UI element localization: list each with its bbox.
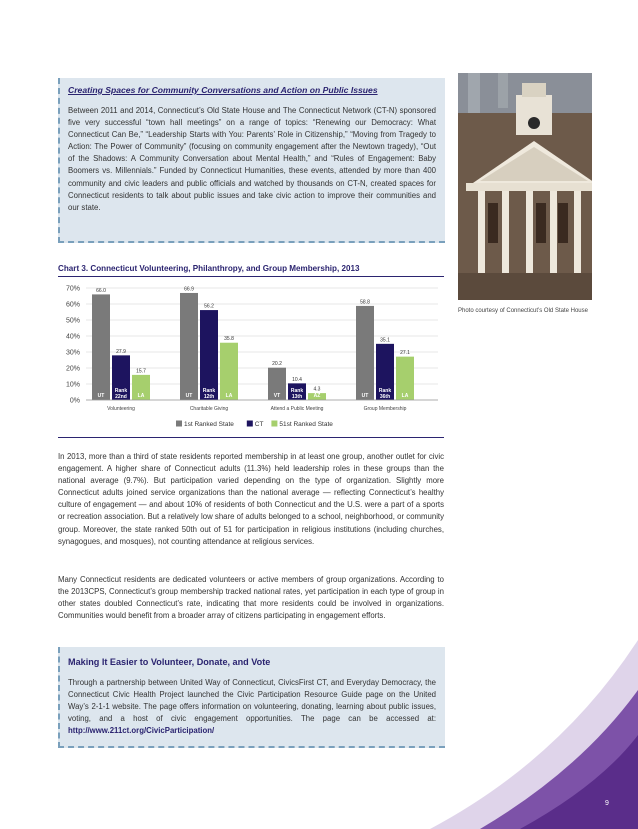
old-state-house-photo [458, 73, 592, 300]
chart-title-rule [58, 276, 444, 277]
resource-guide-link[interactable]: http://www.211ct.org/CivicParticipation/ [68, 726, 215, 736]
chart [58, 280, 444, 435]
value-label: 15.7 [136, 368, 146, 375]
bar-inner-label: UT [361, 393, 369, 399]
bar-inner-label: AZ [313, 393, 321, 399]
legend-label: 51st Ranked State [279, 421, 333, 428]
box2-title: Making It Easier to Volunteer, Donate, and Vote [68, 657, 271, 667]
paragraph-civic-engagement: Many Connecticut residents are dedicated volunteers or active members of group organizations. According to the 2013CPS, Connecticut’s group membership tracked national rates, yet participation in each type of group in other states doubled Connecticut’s rate, indicating that more residents could be involved in organizations. Communities would benefit from a broader array of citizens participating in engagement efforts. [58, 575, 444, 621]
box1-body: Between 2011 and 2014, Connecticut’s Old State House and The Connecticut Network (CT-N) sponsored five very successful “town hall meetings” on a range of topics: “Renewing our Democracy: What Connecticut Can Be,” “Leadership Starts with You: Parents’ Role in Citizenship,” “Moving from Tragedy to Action: The Power of Community” (focusing on community engagement after the Newtown tragedy), “Out of the Shadows: A Community Conversation about Mental Health,” and “Rules of Engagement: Baby Boomers vs. Millennials.” Funded by Connecticut Humanities, these events, attended by more than 400 community and civic leaders and public officials and watched by thousands on CT-N, created spaces for Connecticut residents to talk about public issues and take civic action to improve their communities and our state. [68, 106, 436, 212]
value-label: 35.8 [224, 336, 234, 343]
chart-bottom-rule [58, 437, 444, 438]
bar-inner-label: 36th [379, 394, 391, 400]
value-label: 66.9 [184, 286, 194, 293]
y-tick-label: 70% [65, 285, 80, 293]
bar [220, 343, 238, 400]
value-label: 10.4 [292, 376, 302, 383]
value-label: 58.8 [360, 299, 370, 306]
value-label: 66.0 [96, 287, 106, 294]
bar-inner-label: VT [273, 393, 281, 399]
bar-inner-label: LA [137, 393, 145, 399]
bar-inner-label: LA [401, 393, 409, 399]
y-tick-label: 60% [65, 301, 80, 309]
bar-inner-label: Rank [202, 388, 216, 394]
chart-title: Chart 3. Connecticut Volunteering, Philanthropy, and Group Membership, 2013 [58, 264, 360, 273]
volunteer-sidebar-box [58, 647, 445, 748]
box1-title: Creating Spaces for Community Conversations and Action on Public Issues [68, 85, 378, 95]
value-label: 27.1 [400, 350, 410, 357]
y-tick-label: 50% [65, 317, 80, 325]
y-tick-label: 10% [65, 381, 80, 389]
box2-body-text: Through a partnership between United Way of Connecticut, CivicsFirst CT, and Everyday Democracy, the Connecticut Civic Health Project launched the Civic Participation Resource Guide page on the United Way’s 2-1-1 website. The page offers information on volunteering, donating, learning about public issues, voting, and a host of civic engagement opportunities. The page can be accessed at: [68, 678, 436, 724]
bar [92, 294, 110, 400]
category-label: Volunteering [107, 406, 135, 412]
photo-caption: Photo courtesy of Connecticut’s Old State House [458, 308, 588, 314]
legend-label: CT [254, 421, 264, 428]
bar-inner-label: 13th [291, 394, 303, 400]
box2-body [68, 677, 436, 737]
legend-label: 1st Ranked State [184, 421, 234, 428]
town-hall-sidebar-box [58, 78, 445, 243]
y-tick-label: 30% [65, 349, 80, 357]
value-label: 4.3 [313, 386, 321, 393]
y-tick-label: 20% [65, 365, 80, 373]
category-label: Charitable Giving [189, 406, 229, 412]
y-tick-label: 0% [69, 397, 80, 405]
category-label: Attend a Public Meeting [270, 406, 324, 412]
y-tick-label: 40% [65, 333, 80, 341]
bar-inner-label: 22nd [115, 394, 127, 400]
bar [356, 306, 374, 400]
bar-inner-label: 12th [203, 394, 215, 400]
paragraph-group-membership: In 2013, more than a third of state residents reported membership in at least one group, another outlet for civic engagement. A higher share of Connecticut adults (11.3%) held leadership roles in these groups than the national average (9.7%). But participation varied depending on the type of organization. Slightly more Connecticut adults joined service organizations than the national average — reflecting Connecticut’s healthy culture of engagement — and about 10% of residents of both Connecticut and the U.S. were a part of a sports or recreation association. But a relatively low share of adults belonged to a school, neighborhood, or community group. Moreover, the state ranked 50th out of 51 for participation in religious institutions (including churches, synagogues, and mosques), not counting attendance at religious services. [58, 452, 444, 546]
value-label: 20.2 [272, 361, 282, 368]
bar-inner-label: Rank [114, 388, 128, 394]
value-label: 35.1 [380, 337, 390, 344]
bar-inner-label: Rank [290, 388, 304, 394]
legend-swatch [271, 421, 277, 427]
category-label: Group Membership [363, 406, 407, 412]
bar-inner-label: LA [225, 393, 233, 399]
bar-inner-label: Rank [378, 388, 392, 394]
value-label: 56.2 [204, 303, 214, 310]
page-number: 9 [605, 800, 609, 807]
legend-swatch [247, 421, 253, 427]
bar-inner-label: UT [97, 393, 105, 399]
bar [180, 293, 198, 400]
legend-swatch [176, 421, 182, 427]
value-label: 27.9 [116, 348, 126, 355]
bar [200, 310, 218, 400]
bar-inner-label: UT [185, 393, 193, 399]
